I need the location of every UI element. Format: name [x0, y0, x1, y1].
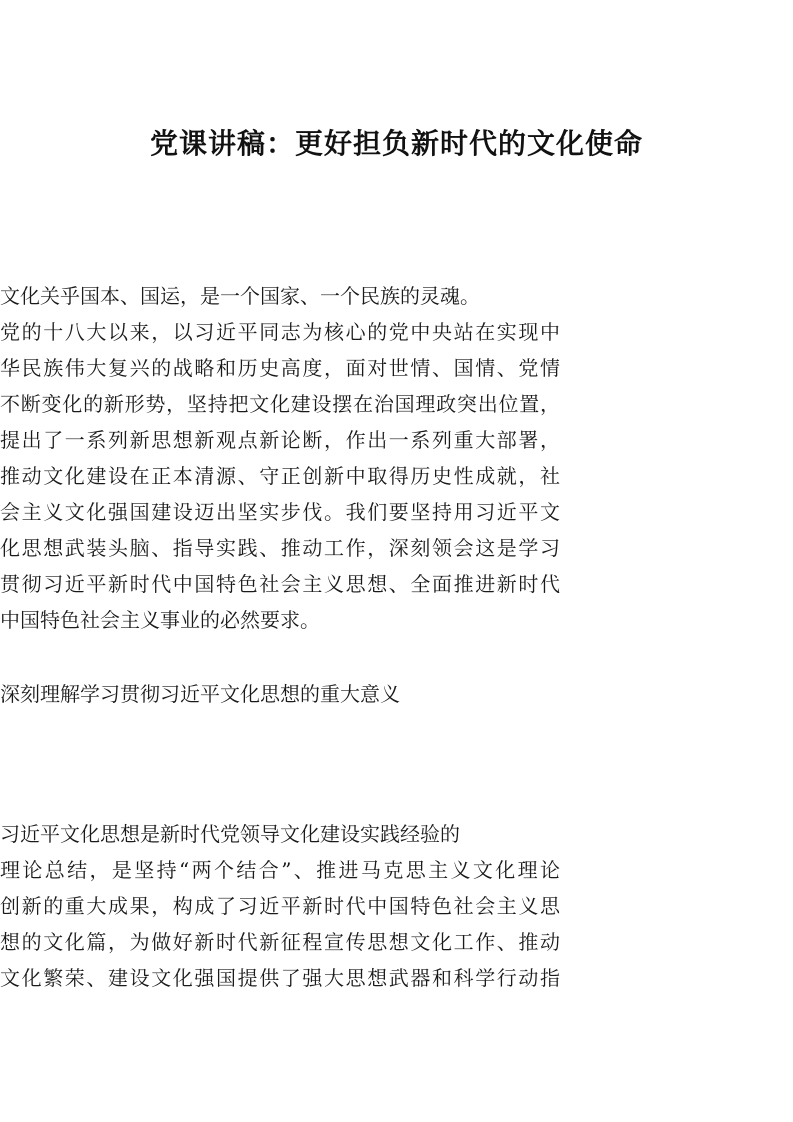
section-heading: 深刻理解学习贯彻习近平文化思想的重大意义 [0, 682, 400, 706]
paragraph-line: 文化关乎国本、国运，是一个国家、一个民族的灵魂。 [0, 284, 480, 308]
paragraph-line: 理论总结，是坚持“两个结合”、推进马克思主义文化理论 [0, 858, 560, 882]
paragraph-line: 中国特色社会主义事业的必然要求。 [0, 608, 320, 632]
paragraph-line: 化思想武装头脑、指导实践、推动工作，深刻领会这是学习 [0, 536, 560, 560]
paragraph-line: 想的文化篇，为做好新时代新征程宣传思想文化工作、推动 [0, 930, 560, 954]
paragraph-line: 贯彻习近平新时代中国特色社会主义思想、全面推进新时代 [0, 572, 560, 596]
paragraph-line: 文化繁荣、建设文化强国提供了强大思想武器和科学行动指 [0, 966, 560, 990]
paragraph-line: 提出了一系列新思想新观点新论断，作出一系列重大部署， [0, 428, 560, 452]
paragraph-line: 党的十八大以来，以习近平同志为核心的党中央站在实现中 [0, 320, 560, 344]
paragraph-line: 推动文化建设在正本清源、守正创新中取得历史性成就，社 [0, 464, 560, 488]
paragraph-line: 会主义文化强国建设迈出坚实步伐。我们要坚持用习近平文 [0, 500, 560, 524]
paragraph-line: 不断变化的新形势，坚持把文化建设摆在治国理政突出位置， [0, 392, 560, 416]
paragraph-line: 创新的重大成果，构成了习近平新时代中国特色社会主义思 [0, 894, 560, 918]
paragraph-line: 华民族伟大复兴的战略和历史高度，面对世情、国情、党情 [0, 356, 560, 380]
document-title: 党课讲稿：更好担负新时代的文化使命 [149, 127, 643, 160]
paragraph-line: 习近平文化思想是新时代党领导文化建设实践经验的 [0, 822, 460, 846]
